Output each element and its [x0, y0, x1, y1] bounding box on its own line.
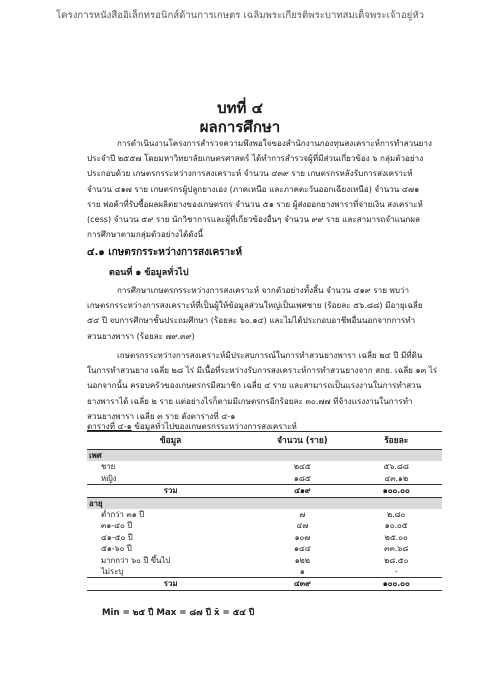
text-line: ประกอบด้วย เกษตรกรระหว่างการสงเคราะห์ จำนวน ๔๓๙ ราย เกษตรกรหลังรับการสงเคราะห์	[87, 168, 413, 179]
table-row	[87, 566, 442, 578]
table-group-row	[87, 450, 442, 462]
table-cell: ๔๓.๑๒	[384, 473, 409, 483]
text-line: นอกจากนั้น ครอบครัวของเกษตรกรมีสมาชิก เฉลี่ย ๔ ราย และสามารถเป็นแรงงานในการทำสวน	[87, 380, 422, 391]
table-group-row	[87, 497, 442, 509]
text-line: ในการทำสวนยาง เฉลี่ย ๒๘ ไร่ มีเนื้อที่ระหว่างรับการสงเคราะห์การทำสวนยางจาก สกย. เฉลี่ย ๑๓ ไร่	[87, 365, 438, 376]
table-cell: ๔๑๙	[254, 485, 350, 497]
table-cell: ๑๐๐.๐๐	[350, 578, 442, 590]
table-cell: ๒.๘๐	[387, 510, 406, 520]
table-total-row	[87, 485, 442, 497]
table-cell: ๑๒๒	[294, 555, 310, 565]
text-line: เกษตรกรระหว่างการสงเคราะห์มีประสบการณ์ในการทำสวนยางพารา เฉลี่ย ๒๔ ปี มีที่ดิน	[117, 350, 423, 360]
table-cell: ๔๗	[296, 521, 309, 531]
text-line: สวนยางพารา เฉลี่ย ๓ ราย ดังตารางที่ ๔-๑	[87, 410, 236, 421]
table-header-cell: ข้อมูล	[87, 432, 254, 450]
table-cell: ๒๕.๐๐	[384, 532, 408, 542]
text-line: การดำเนินงานโครงการสำรวจความพึงพอใจของสำนักงานกองทุนสงเคราะห์การทำสวนยาง	[117, 138, 432, 148]
table-cell: ๑๐.๐๕	[384, 521, 408, 531]
table-cell: ต่ำกว่า ๓๑ ปี	[101, 510, 145, 520]
text-line: ประจำปี ๒๕๕๗ โดยมหาวิทยาลัยเกษตรศาสตร์ ได้ทำการสำรวจผู้ที่มีส่วนเกี่ยวข้อง ๖ กลุ่มตัวอย่าง	[87, 153, 424, 164]
table-cell: ๔๓๙	[254, 578, 350, 590]
text-line: การศึกษาตามกลุ่มตัวอย่างได้ดังนี้	[87, 229, 204, 240]
text-line: การศึกษาเกษตรกรระหว่างการสงเคราะห์ จากตัวอย่างทั้งสิ้น จำนวน ๔๑๙ ราย พบว่า	[117, 285, 410, 295]
table-cell: -	[394, 567, 398, 577]
text-line: ๕๔ ปี จบการศึกษาชั้นประถมศึกษา (ร้อยละ ๖๐.๑๔) และไม่ได้ประกอบอาชีพอื่นนอกจากการทำ	[87, 315, 416, 326]
table-cell: ๑๐๐.๐๐	[350, 485, 442, 497]
general-info-table	[87, 431, 442, 591]
table-cell: ๔๑-๕๐ ปี	[101, 532, 133, 542]
table-cell: ๕๑-๖๐ ปี	[101, 544, 132, 554]
text-line: ยางพาราได้ เฉลี่ย ๒ ราย แต่อย่างไรก็ตามมีเกษตรกรอีกร้อยละ ๓๐.๗๗ ที่จ้างแรงงานในการทำ	[87, 395, 413, 406]
age-statistics: Min = ๒๕ ปี Max = ๘๗ ปี x̄ = ๕๔ ปี	[102, 608, 255, 618]
table-caption-label: ตารางที่ ๔-๑	[87, 421, 132, 431]
table-row	[87, 473, 442, 485]
table-cell: ๑๘๕	[293, 473, 311, 483]
text-line: เกษตรกรระหว่างการสงเคราะห์ที่เป็นผู้ให้ข้อมูลส่วนใหญ่เป็นเพศชาย (ร้อยละ ๕๖.๘๘) มีอายุเฉลี่ย	[87, 300, 423, 311]
subsection-heading: ตอนที่ ๑ ข้อมูลทั่วไป	[109, 268, 189, 278]
table-cell: หญิง	[101, 473, 117, 483]
text-line: ราย พ่อค้าที่รับซื้อผลผลิตยางของเกษตรกร จำนวน ๕๑ ราย ผู้ส่งออกยางพาราที่จ่ายเงิน สงเคราะห์	[87, 198, 423, 209]
table-row	[87, 461, 442, 472]
table-row	[87, 532, 442, 543]
table-cell: ๒๔๕	[293, 462, 311, 472]
table-cell: ๒๘.๕๐	[384, 555, 409, 565]
table-header-cell: จำนวน (ราย)	[254, 432, 350, 450]
table-header-cell: ร้อยละ	[350, 432, 442, 450]
paragraph-experience	[87, 348, 442, 424]
chapter-number: บทที่ ๔	[217, 99, 263, 117]
table-row	[87, 509, 442, 520]
table-cell: ๑๔๔	[293, 544, 311, 554]
table-cell: ๓๑-๔๐ ปี	[101, 521, 133, 531]
page-header: โครงการหนังสืออิเล็กทรอนิกส์ด้านการเกษตร เฉลิมพระเกียรติพระบาทสมเด็จพระเจ้าอยู่หัว	[56, 10, 424, 21]
table-cell: รวม	[87, 578, 254, 590]
table-cell: ๕๖.๘๘	[383, 462, 409, 472]
table-cell: ๓๓.๖๘	[384, 544, 409, 554]
text-line: สวนยางพารา (ร้อยละ ๗๙.๓๙)	[87, 330, 195, 341]
table-cell: ๗	[299, 510, 306, 520]
text-line: จำนวน ๔๑๗ ราย เกษตรกรผู้ปลูกยางเอง (ภาคเหนือ และภาคตะวันออกเฉียงเหนือ) จำนวน ๔๗๑	[87, 183, 420, 194]
table-total-row	[87, 578, 442, 590]
table-group-label: เพศ	[87, 450, 442, 462]
table-cell: ๑๐๗	[294, 532, 311, 542]
paragraph-general-info	[87, 283, 442, 344]
table-cell: มากกว่า ๖๐ ปี ขึ้นไป	[101, 555, 171, 565]
table-cell: ๑	[299, 567, 305, 577]
table-group-label: อายุ	[87, 497, 442, 509]
intro-paragraph	[87, 136, 442, 242]
table-row	[87, 543, 442, 554]
table-row	[87, 555, 442, 566]
table-header-row	[87, 432, 442, 450]
table-caption-text: ข้อมูลทั่วไปของเกษตรกรระหว่างการสงเคราะห์	[131, 421, 297, 431]
table-cell: รวม	[87, 485, 254, 497]
table-row	[87, 520, 442, 531]
section-heading: ๔.๑ เกษตรกรระหว่างการสงเคราะห์	[87, 247, 243, 258]
table-cell: ชาย	[101, 462, 116, 472]
chapter-title: ผลการศึกษา	[199, 118, 281, 136]
table-cell: ไม่ระบุ	[101, 567, 124, 577]
text-line: (cess) จำนวน ๕๙ ราย นักวิชาการและผู้ที่เกี่ยวข้องอื่นๆ จำนวน ๙๙ ราย และสามารถจำแนกผล	[87, 214, 420, 225]
